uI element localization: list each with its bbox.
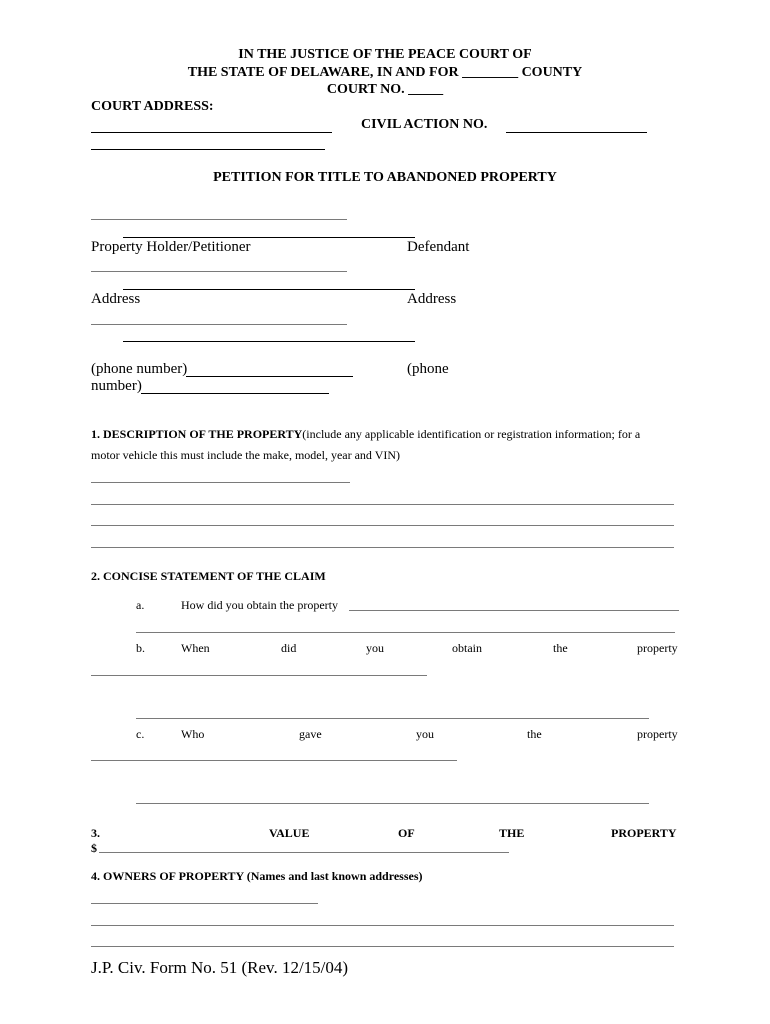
defendant-phone-label: (phone <box>407 361 449 377</box>
claim-b-line-2[interactable] <box>136 718 649 719</box>
petitioner-address-label: Address <box>91 291 141 307</box>
defendant-phone-label-cont: number) <box>91 378 142 394</box>
defendant-address-line-2[interactable] <box>123 341 415 342</box>
section3-number: 3. <box>91 826 100 840</box>
claim-a-label: a. <box>136 598 145 612</box>
section3-word-2: OF <box>398 826 415 840</box>
petitioner-address-line-2[interactable] <box>91 324 347 325</box>
defendant-name-line[interactable] <box>123 237 415 238</box>
claim-b-label: b. <box>136 641 145 655</box>
owners-line-3[interactable] <box>91 946 674 947</box>
claim-b-line-1[interactable] <box>91 675 427 676</box>
claim-b-word-5: the <box>553 641 568 655</box>
claim-a-text: How did you obtain the property <box>181 598 338 612</box>
petitioner-label: Property Holder/Petitioner <box>91 239 251 255</box>
defendant-label: Defendant <box>407 239 470 255</box>
page-title: PETITION FOR TITLE TO ABANDONED PROPERTY <box>213 170 557 185</box>
claim-a-line-1[interactable] <box>349 610 679 611</box>
petitioner-address-line[interactable] <box>91 271 347 272</box>
description-line-1[interactable] <box>91 482 350 483</box>
petitioner-phone-line[interactable] <box>186 376 353 377</box>
defendant-phone-line[interactable] <box>141 393 329 394</box>
claim-c-line-1[interactable] <box>91 760 457 761</box>
claim-a-line-2[interactable] <box>136 632 675 633</box>
court-number: COURT NO. _____ <box>326 82 444 97</box>
court-address-line-2[interactable] <box>91 149 325 150</box>
dollar-sign: $ <box>91 841 97 855</box>
description-line-2[interactable] <box>91 504 674 505</box>
claim-b-word-1: When <box>181 641 210 655</box>
civil-action-number-line[interactable] <box>506 132 647 133</box>
section3-word-4: PROPERTY <box>611 826 677 840</box>
court-header-line2: THE STATE OF DELAWARE, IN AND FOR ________ COUNTY <box>187 65 583 80</box>
section2-heading: 2. CONCISE STATEMENT OF THE CLAIM <box>91 569 326 583</box>
court-header-line1: IN THE JUSTICE OF THE PEACE COURT OF <box>238 47 532 62</box>
defendant-address-line[interactable] <box>123 289 415 290</box>
claim-c-word-3: you <box>416 727 434 741</box>
claim-b-word-3: you <box>366 641 384 655</box>
claim-c-word-4: the <box>527 727 542 741</box>
property-value-line[interactable] <box>99 852 509 853</box>
petitioner-name-line[interactable] <box>91 219 347 220</box>
petitioner-phone-label: (phone number) <box>91 361 188 377</box>
section4-heading: 4. OWNERS OF PROPERTY (Names and last known addresses) <box>91 869 423 883</box>
description-line-3[interactable] <box>91 525 674 526</box>
claim-b-word-6: property <box>637 641 678 655</box>
description-line-4[interactable] <box>91 547 674 548</box>
claim-c-word-2: gave <box>299 727 322 741</box>
section3-word-1: VALUE <box>269 826 310 840</box>
claim-c-word-5: property <box>637 727 678 741</box>
court-address-line-1[interactable] <box>91 132 332 133</box>
owners-line-2[interactable] <box>91 925 674 926</box>
section1-heading: 1. DESCRIPTION OF THE PROPERTY <box>91 427 303 441</box>
section1-heading-row <box>91 427 640 442</box>
defendant-address-label: Address <box>407 291 457 307</box>
claim-b-word-4: obtain <box>452 641 482 655</box>
section3-word-3: THE <box>499 826 525 840</box>
claim-c-word-1: Who <box>181 727 205 741</box>
claim-b-word-2: did <box>281 641 297 655</box>
owners-line-1[interactable] <box>91 903 318 904</box>
section1-note-cont: motor vehicle this must include the make, model, year and VIN) <box>91 448 401 462</box>
section1-note: (include any applicable identification or registration information; for a <box>302 427 641 441</box>
form-footer: J.P. Civ. Form No. 51 (Rev. 12/15/04) <box>91 958 349 977</box>
court-address-label: COURT ADDRESS: <box>91 99 214 114</box>
civil-action-label: CIVIL ACTION NO. <box>361 117 488 132</box>
claim-c-line-2[interactable] <box>136 803 649 804</box>
claim-c-label: c. <box>136 727 145 741</box>
